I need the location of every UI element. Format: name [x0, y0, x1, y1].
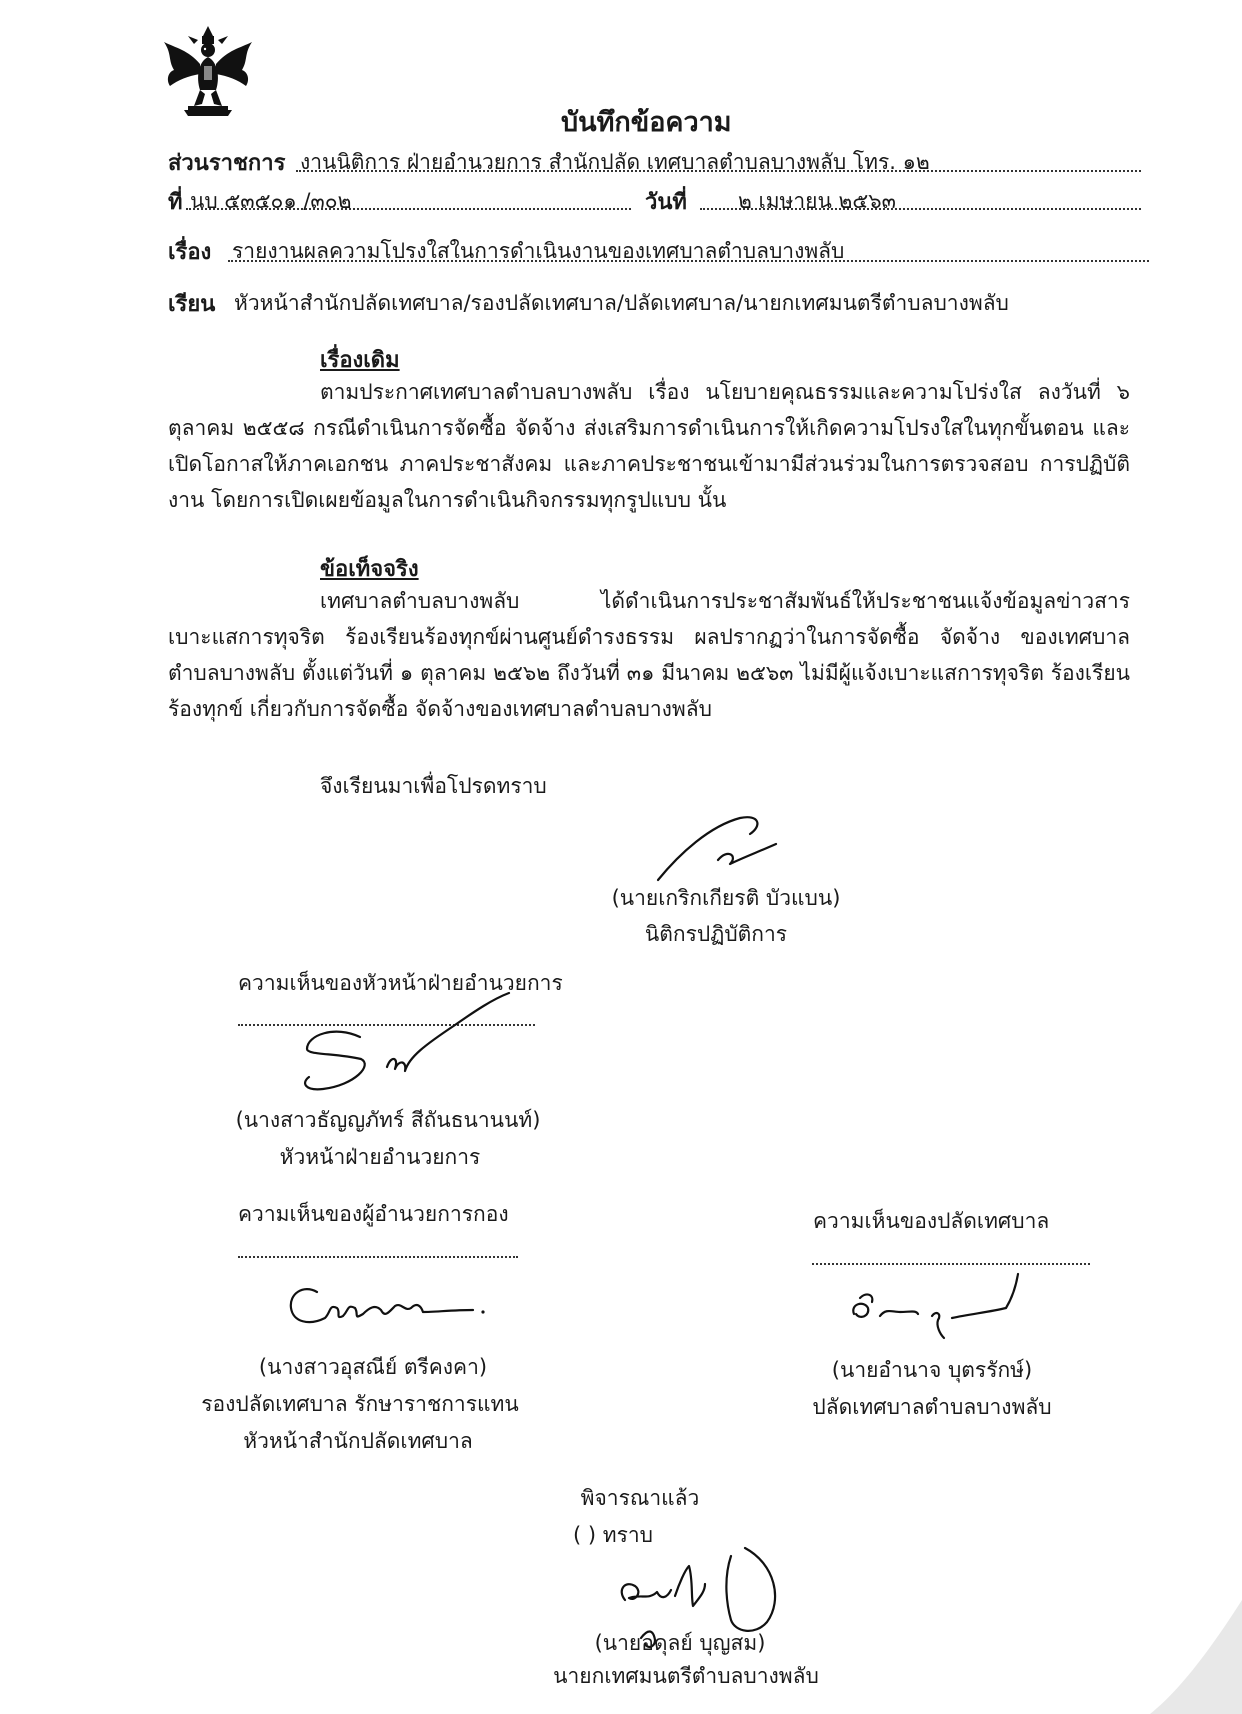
clerk-name: (นายอำนาจ บุตรรักษ์) [831, 1358, 1033, 1382]
division-director-opinion-dotline [238, 1256, 518, 1258]
subject-label: เรื่อง [168, 240, 212, 265]
number-value: นบ ๕๓๕๐๑ /๓๐๒ [190, 189, 352, 213]
mayor-considered-label: พิจารณาแล้ว [580, 1486, 700, 1510]
number-label: ที่ [168, 190, 183, 215]
subject-dotline [228, 260, 1149, 262]
department-value: งานนิติการ ฝ่ายอำนวยการ สำนักปลัด เทศบาลตำบลบางพลับ โทร. ๑๒ [300, 150, 930, 174]
signer1-position: นิติกรปฏิบัติการ [644, 922, 788, 946]
page-title: บันทึกข้อความ [561, 107, 732, 138]
signer1-name: (นายเกริกเกียรติ บัวแบน) [611, 886, 841, 910]
to-label: เรียน [168, 292, 216, 317]
section-facts-text: เทศบาลตำบลบางพลับ ได้ดำเนินการประชาสัมพันธ์ให้ประชาชนแจ้งข้อมูลข่าวสาร เบาะแสการทุจริต ร้องเรียนร้องทุกข์ผ่านศูนย์ดำรงธรรม ผลปรากฏว่าในการจัดซื้อ จัดจ้าง ของเทศบาล ตำบลบางพลับ ตั้งแต่วันที่ ๑ ตุลาคม ๒๕๖๒ ถึงวันที่ ๓๑ มีนาคม ๒๕๖๓ ไม่มีผู้แจ้งเบาะแสการทุจริต ร้องเรียนร้องทุกข์ เกี่ยวกับการจัดซื้อ จัดจ้างของเทศบาลตำบลบางพลับ [168, 589, 1130, 721]
division-director-opinion-label: ความเห็นของผู้อำนวยการกอง [238, 1202, 509, 1226]
section-background-body [168, 374, 1130, 518]
clerk-position: ปลัดเทศบาลตำบลบางพลับ [812, 1395, 1052, 1419]
mayor-name: (นายอดุลย์ บุญสม) [594, 1631, 766, 1655]
head-admin-name: (นางสาวธัญญภัทร์ สีถันธนานนท์) [235, 1108, 541, 1132]
date-dotline [700, 208, 1141, 210]
signature-3 [285, 1278, 495, 1338]
mayor-acknowledged-checkbox[interactable]: ( ) ทราบ [573, 1523, 653, 1547]
number-dotline [186, 208, 631, 210]
department-dotline [296, 170, 1141, 172]
section-background-text: ตามประกาศเทศบาลตำบลบางพลับ เรื่อง นโยบายคุณธรรมและความโปร่งใส ลงวันที่ ๖ ตุลาคม ๒๕๕๘ กรณีดำเนินการจัดซื้อ จัดจ้าง ส่งเสริมการดำเนินการให้เกิดความโปรงใสในทุกขั้นตอน และเปิดโอกาสให้ภาคเอกชน ภาคประชาสังคม และภาคประชาชนเข้ามามีส่วนร่วมในการตรวจสอบ การปฏิบัติงาน โดยการเปิดเผยข้อมูลในการดำเนินกิจกรรมทุกรูปแบบ นั้น [168, 380, 1130, 512]
clerk-opinion-label: ความเห็นของปลัดเทศบาล [813, 1209, 1050, 1233]
clerk-opinion-dotline [812, 1263, 1090, 1265]
to-value: หัวหน้าสำนักปลัดเทศบาล/รองปลัดเทศบาล/ปลัดเทศบาล/นายกเทศมนตรีตำบลบางพลับ [234, 291, 1009, 315]
division-director-position-1: รองปลัดเทศบาล รักษาราชการแทน [201, 1392, 519, 1416]
subject-value: รายงานผลความโปรงใสในการดำเนินงานของเทศบาลตำบลบางพลับ [232, 239, 845, 263]
signature-2 [295, 985, 520, 1095]
division-director-position-2: หัวหน้าสำนักปลัดเทศบาล [243, 1429, 473, 1453]
date-label: วันที่ [645, 190, 687, 215]
division-director-name: (นางสาวอุสณีย์ ตรีคงคา) [258, 1355, 488, 1379]
signature-1 [650, 808, 790, 888]
mayor-position: นายกเทศมนตรีตำบลบางพลับ [553, 1664, 819, 1688]
section-facts-body [168, 583, 1130, 727]
section-facts-heading: ข้อเท็จจริง [320, 557, 419, 582]
department-label: ส่วนราชการ [168, 151, 286, 176]
signature-4 [840, 1268, 1040, 1348]
date-value: ๒ เมษายน ๒๕๖๓ [738, 189, 896, 213]
head-admin-opinion-label: ความเห็นของหัวหน้าฝ่ายอำนวยการ [238, 971, 563, 995]
scan-shadow-corner [1150, 1600, 1242, 1714]
closing-text: จึงเรียนมาเพื่อโปรดทราบ [320, 774, 547, 798]
section-background-heading: เรื่องเดิม [320, 348, 400, 373]
garuda-emblem-icon [158, 20, 258, 120]
head-admin-position: หัวหน้าฝ่ายอำนวยการ [279, 1145, 481, 1169]
